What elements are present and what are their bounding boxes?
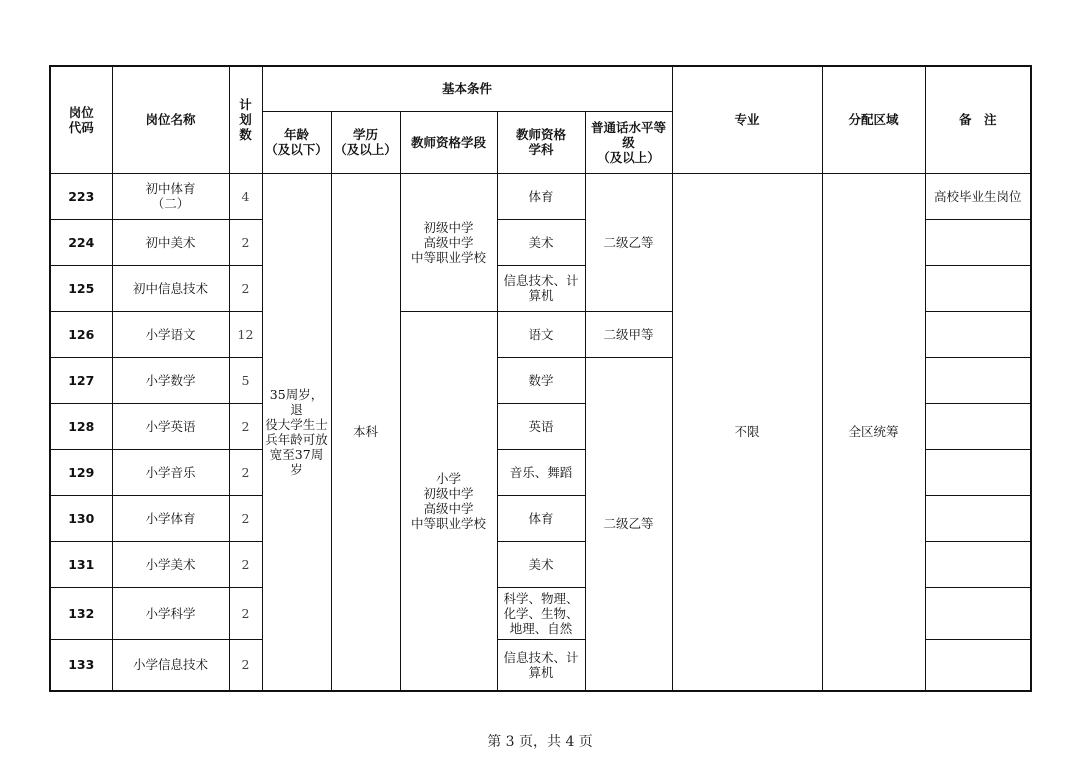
education-requirement: 本科 [331,173,400,691]
position-name: 初中体育 （二） [112,173,229,219]
teacher-subject: 体育 [497,495,585,541]
age-requirement: 35周岁，退 役大学生士 兵年龄可放 宽至37周岁 [262,173,331,691]
plan-count: 2 [229,541,262,587]
region: 全区统筹 [822,173,925,691]
teacher-subject: 语文 [497,311,585,357]
teacher-subject: 美术 [497,541,585,587]
position-code: 223 [50,173,112,219]
teacher-subject: 信息技术、计 算机 [497,639,585,691]
remark: 高校毕业生岗位 [925,173,1031,219]
position-code: 125 [50,265,112,311]
position-name: 初中信息技术 [112,265,229,311]
position-code: 129 [50,449,112,495]
header-remark: 备 注 [925,66,1031,173]
remark [925,495,1031,541]
header-code: 岗位 代码 [50,66,112,173]
teacher-subject: 信息技术、计 算机 [497,265,585,311]
position-code: 127 [50,357,112,403]
position-name: 小学数学 [112,357,229,403]
mandarin-level-c: 二级乙等 [585,357,672,691]
remark [925,587,1031,639]
position-code: 133 [50,639,112,691]
mandarin-level-b: 二级甲等 [585,311,672,357]
header-basic-conditions: 基本条件 [262,66,672,111]
position-name: 初中美术 [112,219,229,265]
remark [925,219,1031,265]
table-row [50,173,1031,219]
mandarin-level-a: 二级乙等 [585,173,672,311]
position-code: 224 [50,219,112,265]
teacher-subject: 美术 [497,219,585,265]
teacher-subject: 科学、物理、 化学、生物、 地理、自然 [497,587,585,639]
plan-count: 12 [229,311,262,357]
remark [925,357,1031,403]
remark [925,639,1031,691]
header-major: 专业 [672,66,822,173]
recruitment-table [49,65,1032,692]
plan-count: 2 [229,265,262,311]
teacher-stage-b: 小学 初级中学 高级中学 中等职业学校 [400,311,497,691]
header-subject: 教师资格 学科 [497,111,585,173]
plan-count: 2 [229,495,262,541]
teacher-subject: 数学 [497,357,585,403]
position-code: 130 [50,495,112,541]
position-code: 126 [50,311,112,357]
plan-count: 2 [229,639,262,691]
teacher-subject: 英语 [497,403,585,449]
position-name: 小学英语 [112,403,229,449]
position-code: 131 [50,541,112,587]
header-plan: 计 划 数 [229,66,262,173]
remark [925,449,1031,495]
remark [925,541,1031,587]
teacher-subject: 体育 [497,173,585,219]
position-name: 小学美术 [112,541,229,587]
header-mandarin: 普通话水平等 级 （及以上） [585,111,672,173]
plan-count: 2 [229,403,262,449]
plan-count: 2 [229,219,262,265]
header-name: 岗位名称 [112,66,229,173]
plan-count: 4 [229,173,262,219]
remark [925,311,1031,357]
position-name: 小学语文 [112,311,229,357]
header-edu: 学历 （及以上） [331,111,400,173]
position-code: 132 [50,587,112,639]
position-code: 128 [50,403,112,449]
page-footer: 第 3 页，共 4 页 [487,734,593,750]
teacher-subject: 音乐、舞蹈 [497,449,585,495]
header-region: 分配区域 [822,66,925,173]
major-requirement: 不限 [672,173,822,691]
plan-count: 2 [229,587,262,639]
plan-count: 5 [229,357,262,403]
position-name: 小学体育 [112,495,229,541]
remark [925,403,1031,449]
position-name: 小学音乐 [112,449,229,495]
header-age: 年龄 （及以下） [262,111,331,173]
remark [925,265,1031,311]
position-name: 小学科学 [112,587,229,639]
position-name: 小学信息技术 [112,639,229,691]
teacher-stage-a: 初级中学 高级中学 中等职业学校 [400,173,497,311]
header-stage: 教师资格学段 [400,111,497,173]
plan-count: 2 [229,449,262,495]
